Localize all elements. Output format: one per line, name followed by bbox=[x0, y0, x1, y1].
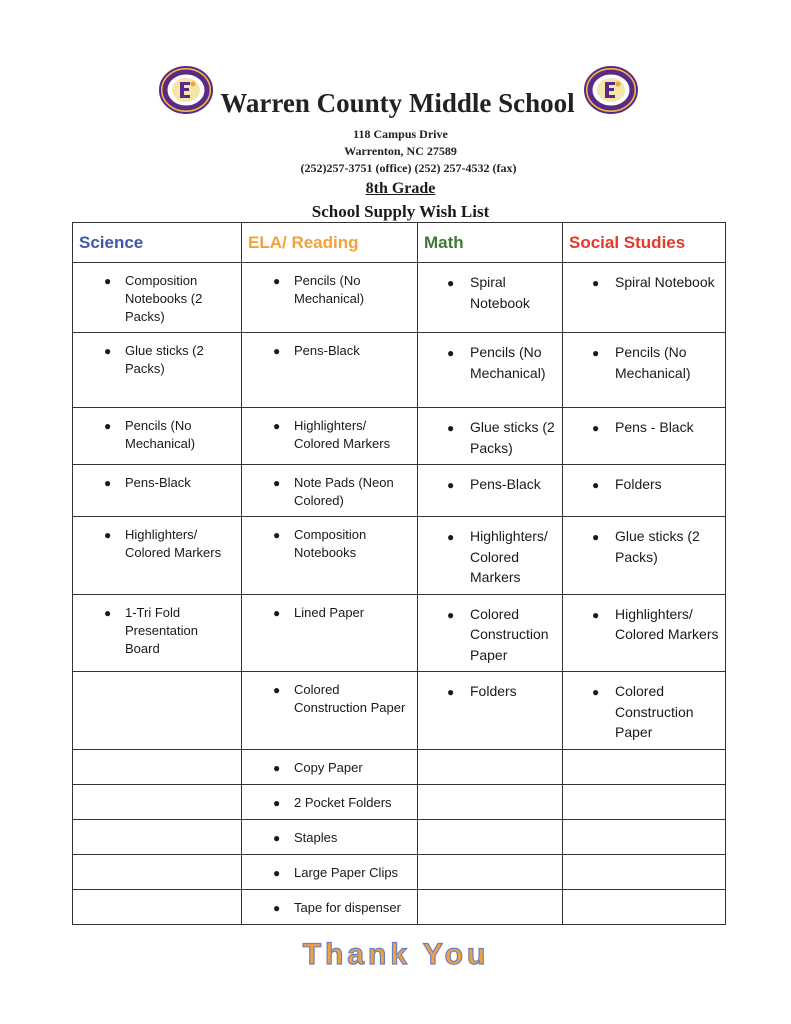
bullet-icon: ● bbox=[273, 683, 281, 697]
supply-item: Spiral Notebook bbox=[615, 274, 715, 290]
supply-item: Colored Construction Paper bbox=[294, 682, 406, 715]
bullet-icon: ● bbox=[104, 274, 112, 288]
cell-math bbox=[418, 465, 563, 517]
bullet-icon: ● bbox=[273, 419, 281, 433]
cell-ela-reading bbox=[242, 854, 418, 889]
supply-table bbox=[72, 222, 726, 925]
cell-social-studies bbox=[563, 333, 726, 408]
supply-item: Highlighters/ Colored Markers bbox=[470, 528, 548, 585]
supply-item: Lined Paper bbox=[294, 604, 365, 620]
cell-ela-reading bbox=[242, 819, 418, 854]
supply-item: Pencils (No Mechanical) bbox=[470, 344, 546, 381]
bullet-icon: ● bbox=[447, 421, 455, 435]
bullet-icon: ● bbox=[592, 346, 600, 360]
bullet-icon: ● bbox=[592, 276, 600, 290]
bullet-icon: ● bbox=[273, 795, 281, 810]
table-row bbox=[73, 749, 726, 784]
cell-ela-reading bbox=[242, 672, 418, 750]
cell-science bbox=[73, 854, 242, 889]
cell-social-studies bbox=[563, 672, 726, 750]
cell-math bbox=[418, 263, 563, 333]
bullet-icon: ● bbox=[273, 830, 281, 845]
cell-ela-reading bbox=[242, 889, 418, 924]
supply-item: 2 Pocket Folders bbox=[294, 794, 392, 810]
table-row bbox=[73, 819, 726, 854]
table-row bbox=[73, 854, 726, 889]
cell-ela-reading bbox=[242, 333, 418, 408]
bullet-icon: ● bbox=[447, 346, 455, 360]
column-header-math: Math bbox=[418, 223, 563, 263]
table-row bbox=[73, 889, 726, 924]
header-row bbox=[73, 223, 726, 263]
cell-science bbox=[73, 465, 242, 517]
cell-social-studies bbox=[563, 465, 726, 517]
supply-item: Staples bbox=[294, 829, 338, 845]
cell-social-studies bbox=[563, 749, 726, 784]
bullet-icon: ● bbox=[592, 685, 600, 699]
school-name: Warren County Middle School bbox=[220, 88, 575, 118]
table-row bbox=[73, 672, 726, 750]
cell-math bbox=[418, 672, 563, 750]
cell-science bbox=[73, 594, 242, 672]
cell-math bbox=[418, 854, 563, 889]
supply-item: Highlighters/ Colored Markers bbox=[615, 605, 719, 642]
cell-science bbox=[73, 749, 242, 784]
supply-item: Spiral Notebook bbox=[470, 274, 530, 311]
table-row bbox=[73, 263, 726, 333]
bullet-icon: ● bbox=[273, 900, 281, 915]
bullet-icon: ● bbox=[447, 607, 455, 622]
cell-ela-reading bbox=[242, 263, 418, 333]
cell-math bbox=[418, 889, 563, 924]
bullet-icon: ● bbox=[273, 344, 281, 358]
supply-item: Composition Notebooks bbox=[294, 527, 367, 560]
supply-item: Pens - Black bbox=[615, 419, 694, 435]
cell-math bbox=[418, 819, 563, 854]
bullet-icon: ● bbox=[592, 530, 600, 544]
table-row bbox=[73, 517, 726, 595]
bullet-icon: ● bbox=[447, 685, 455, 699]
cell-social-studies bbox=[563, 408, 726, 465]
supply-item: Colored Construction Paper bbox=[470, 605, 549, 663]
svg-text:Thank You: Thank You bbox=[302, 938, 490, 968]
table-row bbox=[73, 465, 726, 517]
supply-body bbox=[73, 263, 726, 925]
cell-social-studies bbox=[563, 889, 726, 924]
cell-science bbox=[73, 517, 242, 595]
bullet-icon: ● bbox=[104, 344, 112, 358]
bullet-icon: ● bbox=[273, 476, 281, 490]
cell-social-studies bbox=[563, 594, 726, 672]
bullet-icon: ● bbox=[104, 476, 112, 490]
supply-item: Highlighters/ Colored Markers bbox=[125, 527, 222, 560]
address-city: Warrenton, NC 27589 bbox=[344, 144, 457, 158]
supply-item: Glue sticks (2 Packs) bbox=[470, 419, 555, 456]
bullet-icon: ● bbox=[104, 528, 112, 542]
cell-science bbox=[73, 819, 242, 854]
cell-science bbox=[73, 263, 242, 333]
cell-ela-reading bbox=[242, 784, 418, 819]
supply-item: Copy Paper bbox=[294, 759, 363, 775]
column-header-social-studies: Social Studies bbox=[563, 223, 726, 263]
supply-item: Pencils (No Mechanical) bbox=[125, 418, 196, 451]
supply-item: Pencils (No Mechanical) bbox=[615, 344, 691, 381]
supply-item: 1-Tri Fold Presentation Board bbox=[125, 604, 198, 656]
table-row bbox=[73, 594, 726, 672]
cell-social-studies bbox=[563, 854, 726, 889]
thank-you-graphic bbox=[284, 938, 508, 968]
bullet-icon: ● bbox=[447, 530, 455, 544]
bullet-icon: ● bbox=[273, 605, 281, 620]
bullet-icon: ● bbox=[273, 760, 281, 775]
cell-math bbox=[418, 408, 563, 465]
cell-math bbox=[418, 594, 563, 672]
cell-math bbox=[418, 749, 563, 784]
cell-social-studies bbox=[563, 819, 726, 854]
supply-item: Pens-Black bbox=[125, 475, 191, 490]
cell-social-studies bbox=[563, 517, 726, 595]
cell-math bbox=[418, 784, 563, 819]
cell-science bbox=[73, 333, 242, 408]
supply-item: Large Paper Clips bbox=[294, 864, 399, 880]
supply-item: Pencils (No Mechanical) bbox=[294, 273, 365, 306]
table-row bbox=[73, 408, 726, 465]
phone-line: (252)257-3751 (office) (252) 257-4532 (fax) bbox=[300, 161, 517, 175]
bullet-icon: ● bbox=[592, 607, 600, 622]
table-row bbox=[73, 333, 726, 408]
bullet-icon: ● bbox=[592, 478, 600, 492]
cell-science bbox=[73, 672, 242, 750]
cell-ela-reading bbox=[242, 517, 418, 595]
column-header-science: Science bbox=[73, 223, 242, 263]
grade-title: 8th Grade bbox=[365, 180, 436, 197]
cell-science bbox=[73, 889, 242, 924]
cell-ela-reading bbox=[242, 594, 418, 672]
cell-social-studies bbox=[563, 784, 726, 819]
cell-ela-reading bbox=[242, 749, 418, 784]
address-street: 118 Campus Drive bbox=[353, 127, 448, 141]
supply-item: Glue sticks (2 Packs) bbox=[125, 343, 204, 376]
cell-science bbox=[73, 408, 242, 465]
bullet-icon: ● bbox=[273, 274, 281, 288]
supply-item: Highlighters/ Colored Markers bbox=[294, 418, 391, 451]
cell-social-studies bbox=[563, 263, 726, 333]
supply-item: Composition Notebooks (2 Packs) bbox=[125, 273, 203, 324]
supply-item: Colored Construction Paper bbox=[615, 683, 694, 740]
table-row bbox=[73, 784, 726, 819]
supply-item: Folders bbox=[470, 683, 517, 699]
supply-item: Glue sticks (2 Packs) bbox=[615, 528, 700, 565]
bullet-icon: ● bbox=[273, 528, 281, 542]
supply-item: Folders bbox=[615, 476, 662, 492]
cell-math bbox=[418, 333, 563, 408]
bullet-icon: ● bbox=[104, 605, 112, 620]
cell-ela-reading bbox=[242, 465, 418, 517]
cell-ela-reading bbox=[242, 408, 418, 465]
cell-math bbox=[418, 517, 563, 595]
bullet-icon: ● bbox=[273, 865, 281, 880]
bullet-icon: ● bbox=[104, 419, 112, 433]
supply-item: Pens-Black bbox=[294, 343, 360, 358]
supply-item: Tape for dispenser bbox=[294, 899, 401, 915]
bullet-icon: ● bbox=[447, 478, 455, 492]
supply-item: Note Pads (Neon Colored) bbox=[294, 475, 394, 508]
supply-item: Pens-Black bbox=[470, 476, 541, 492]
column-header-ela-reading: ELA/ Reading bbox=[242, 223, 418, 263]
bullet-icon: ● bbox=[447, 276, 455, 290]
list-title: School Supply Wish List bbox=[311, 202, 490, 221]
cell-science bbox=[73, 784, 242, 819]
bullet-icon: ● bbox=[592, 421, 600, 435]
